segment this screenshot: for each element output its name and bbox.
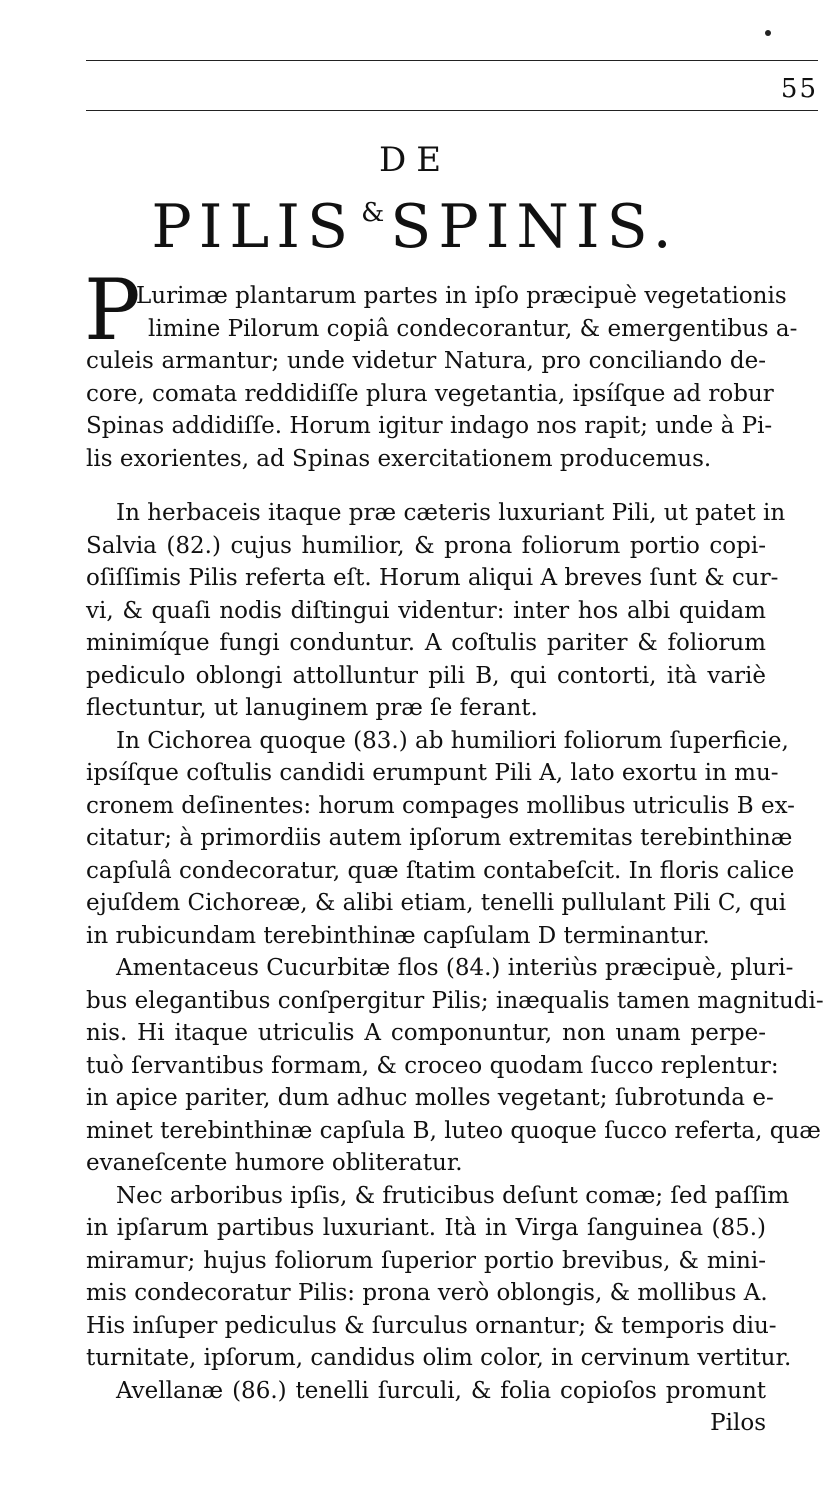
- text-line: capſulâ condecoratur, quæ ſtatim contabeſcit. In floris calice: [86, 857, 795, 884]
- text-line: tuò ſervantibus formam, & croceo quodam ſucco replentur:: [86, 1052, 779, 1079]
- text-line: vi, & quaſi nodis diſtingui videntur: inter hos albi quidam: [86, 597, 766, 624]
- page-title: [0, 192, 830, 262]
- header-rule-bottom: [86, 110, 818, 111]
- text-line: core, comata reddidiſſe plura vegetantia, ipsíſque ad robur: [86, 380, 774, 407]
- text-line: citatur; à primordiis autem ipſorum extremitas terebinthinæ: [86, 825, 793, 851]
- page-number: 55: [780, 74, 818, 104]
- text-line: Spinas addidiſſe. Horum igitur indago nos rapit; unde à Pi-: [86, 413, 773, 439]
- text-line: limine Pilorum copiâ condecorantur, & emergentibus a-: [148, 315, 798, 342]
- text-line: miramur; hujus foliorum ſuperior portio brevibus, & mini-: [86, 1247, 766, 1274]
- text-line: lis exorientes, ad Spinas exercitationem producemus.: [86, 445, 712, 472]
- paragraph-body: [86, 497, 824, 1440]
- title-ampersand: &: [361, 198, 385, 228]
- text-line: ipsíſque coſtulis candidi erumpunt Pili A, lato exortu in mu-: [86, 760, 779, 786]
- text-line: evaneſcente humore obliteratur.: [86, 1150, 463, 1176]
- text-line: Salvia (82.) cujus humilior, & prona foliorum portio copi-: [86, 532, 766, 559]
- text-line: In herbaceis itaque præ cæteris luxuriant Pili, ut patet in: [116, 500, 786, 526]
- text-line: minet terebinthinæ capſula B, luteo quoque ſucco referta, quæ: [86, 1117, 821, 1144]
- title-left: PILIS: [151, 192, 356, 262]
- text-line: Lurimæ plantarum partes in ipſo præcipuè vegetationis: [136, 283, 787, 309]
- text-line: in apice pariter, dum adhuc molles vegetant; ſubrotunda e-: [86, 1085, 774, 1111]
- paragraph-intro: [86, 280, 798, 475]
- text-line: cronem deſinentes: horum compages mollibus utriculis B ex-: [86, 792, 795, 819]
- text-line: minimíque fungi conduntur. A coſtulis pariter & foliorum: [86, 630, 766, 656]
- header-rule-top: [86, 60, 818, 61]
- heading-de: DE: [378, 140, 452, 180]
- text-line: Amentaceus Cucurbitæ flos (84.) interiùs præcipuè, pluri-: [116, 955, 794, 981]
- text-line: His inſuper pediculus & ſurculus ornantur; & temporis diu-: [86, 1312, 777, 1339]
- text-line: Avellanæ (86.) tenelli ſurculi, & folia copioſos promunt: [116, 1377, 766, 1404]
- title-right: SPINIS.: [390, 192, 679, 262]
- text-line: bus elegantibus conſpergitur Pilis; inæqualis tamen magnitudi-: [86, 987, 824, 1014]
- text-line: nis. Hi itaque utriculis A componuntur, non unam perpe-: [86, 1020, 766, 1046]
- text-line: turnitate, ipſorum, candidus olim color, in cervinum vertitur.: [86, 1345, 792, 1371]
- text-line: culeis armantur; unde videtur Natura, pro conciliando de-: [86, 348, 766, 374]
- text-line: In Cichorea quoque (83.) ab humiliori foliorum ſuperficie,: [116, 727, 789, 754]
- text-line: Nec arboribus ipſis, & fruticibus deſunt comæ; ſed paſſim: [116, 1182, 790, 1209]
- drop-cap: P: [84, 261, 141, 359]
- catchword: Pilos: [710, 1410, 766, 1436]
- text-line: in rubicundam terebinthinæ capſulam D terminantur.: [86, 922, 710, 949]
- text-line: mis condecoratur Pilis: prona verò oblongis, & mollibus A.: [86, 1280, 768, 1306]
- text-line: pediculo oblongi attolluntur pili B, qui contorti, ità variè: [86, 662, 766, 689]
- text-line: ejuſdem Cichoreæ, & alibi etiam, tenelli pullulant Pili C, qui: [86, 890, 787, 916]
- ink-speck: [765, 30, 771, 36]
- text-line: in ipſarum partibus luxuriant. Ità in Virga ſanguinea (85.): [86, 1215, 766, 1241]
- text-line: oſiſſimis Pilis referta eſt. Horum aliqui A breves ſunt & cur-: [86, 565, 779, 591]
- text-line: flectuntur, ut lanuginem præ ſe ferant.: [86, 695, 538, 721]
